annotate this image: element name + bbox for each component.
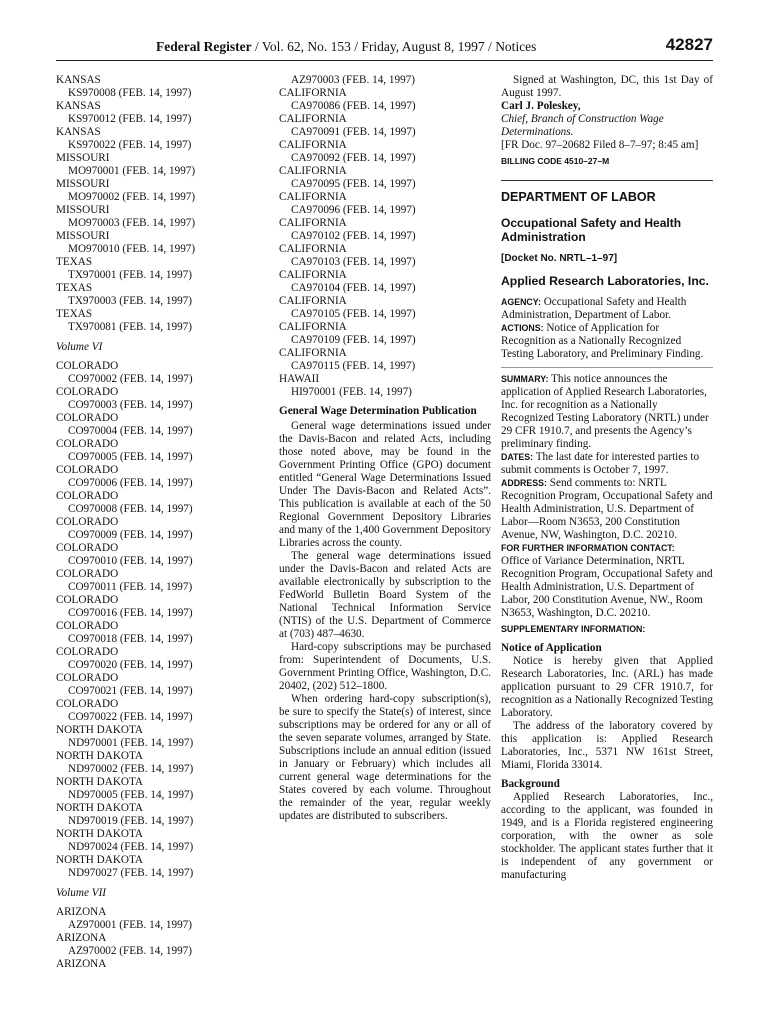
supplementary-label: SUPPLEMENTARY INFORMATION: <box>501 624 646 634</box>
decision-code: CO970020 (FEB. 14, 1997) <box>68 659 193 671</box>
decision-code: HI970001 (FEB. 14, 1997) <box>291 386 412 398</box>
decision-code: ND970019 (FEB. 14, 1997) <box>68 815 194 827</box>
decision-code: CO970011 (FEB. 14, 1997) <box>68 581 193 593</box>
decision-code: CO970022 (FEB. 14, 1997) <box>68 711 193 723</box>
state-name: NORTH DAKOTA <box>56 854 143 866</box>
decision-code: TX970081 (FEB. 14, 1997) <box>68 321 192 333</box>
state-name: TEXAS <box>56 282 93 294</box>
header-citation <box>156 39 536 55</box>
paragraph: Notice is hereby given that Applied Research Laboratories, Inc. (ARL) has made application pursuant to 29 CFR 1910.7, for recognition as a Nationally Recognized Testing Laboratory. <box>501 655 713 719</box>
state-name: COLORADO <box>56 412 119 424</box>
decision-code: MO970002 (FEB. 14, 1997) <box>68 191 196 203</box>
decision-code: KS970008 (FEB. 14, 1997) <box>68 87 192 99</box>
decision-code: ND970001 (FEB. 14, 1997) <box>68 737 194 749</box>
dates-field <box>501 451 713 477</box>
decision-code: CA970103 (FEB. 14, 1997) <box>291 256 416 268</box>
paragraph: When ordering hard-copy subscription(s), be sure to specify the State(s) of interest, since subscriptions may be ordered for any or all of the seven separate volumes, arranged by State. Subscriptions include an annual edition (issued in January or February) which includes all current general wage determinations for the States covered by each volume. Throughout the remainder of the year, regular weekly updates are distributed to subscribers. <box>279 693 491 822</box>
summary-text: This notice announces the application of Applied Research Laboratories, Inc. for recognition as a Nationally Recognized Testing Laboratory (NRTL) under 29 CFR 1910.7, and presents the Agency’s preliminary finding. <box>501 373 709 450</box>
wage-list-d <box>279 87 491 399</box>
header-separator: / <box>488 39 492 54</box>
decision-code: MO970001 (FEB. 14, 1997) <box>68 165 196 177</box>
decision-code: CA970104 (FEB. 14, 1997) <box>291 282 416 294</box>
wage-list-c <box>56 906 268 958</box>
publication-name: Federal Register <box>156 39 252 54</box>
state-name: HAWAII <box>279 373 320 385</box>
further-info-text: Office of Variance Determination, NRTL Recognition Program, Occupational Safety and Health Administration, U.S. Department of Labor, 200 Constitution Avenue, NW., Room N3653, Washington, D.C. 20210. <box>501 555 713 619</box>
publication-paragraphs <box>279 420 491 823</box>
header-separator: / <box>254 39 259 54</box>
state-name: MISSOURI <box>56 204 110 216</box>
decision-code: AZ970003 (FEB. 14, 1997) <box>291 74 415 86</box>
column-2 <box>279 74 491 823</box>
volume-heading-vii: Volume VII <box>56 887 107 899</box>
wage-list-b <box>56 360 268 880</box>
decision-code: TX970003 (FEB. 14, 1997) <box>68 295 192 307</box>
further-info-label: FOR FURTHER INFORMATION CONTACT: <box>501 543 675 553</box>
state-name: NORTH DAKOTA <box>56 828 143 840</box>
decision-code: CA970096 (FEB. 14, 1997) <box>291 204 416 216</box>
column-1 <box>56 74 268 971</box>
state-name: CALIFORNIA <box>279 87 347 99</box>
signed-statement: Signed at Washington, DC, this 1st Day of August 1997. <box>501 74 713 99</box>
wage-list-a <box>56 74 268 334</box>
state-name: COLORADO <box>56 594 119 606</box>
state-name: CALIFORNIA <box>279 347 347 359</box>
state-name: KANSAS <box>56 126 101 138</box>
state-name: COLORADO <box>56 386 119 398</box>
decision-code: CO970010 (FEB. 14, 1997) <box>68 555 193 567</box>
decision-code: CA970092 (FEB. 14, 1997) <box>291 152 416 164</box>
state-name: MISSOURI <box>56 178 110 190</box>
address-label: ADDRESS: <box>501 478 547 488</box>
volume-heading-vi: Volume VI <box>56 341 103 353</box>
decision-code: MO970003 (FEB. 14, 1997) <box>68 217 196 229</box>
state-name: TEXAS <box>56 308 93 320</box>
state-name: COLORADO <box>56 438 119 450</box>
state-name: COLORADO <box>56 360 119 372</box>
decision-code: TX970001 (FEB. 14, 1997) <box>68 269 192 281</box>
signer-title: Chief, Branch of Construction Wage Determinations. <box>501 113 664 138</box>
section-heading: General Wage Determination Publication <box>279 405 477 417</box>
header-separator: / <box>354 39 359 54</box>
summary-field <box>501 373 713 451</box>
agency-field <box>501 296 713 322</box>
decision-code: MO970010 (FEB. 14, 1997) <box>68 243 196 255</box>
state-name: KANSAS <box>56 100 101 112</box>
dates-text: The last date for interested parties to submit comments is October 7, 1997. <box>501 451 700 476</box>
decision-code: CO970006 (FEB. 14, 1997) <box>68 477 193 489</box>
background-paragraph: Applied Research Laboratories, Inc., according to the applicant, was founded in 1949, and is a Florida registered engineering corporation, with the owner as sole stockholder. The applicant states further that it is independent of any government or manufacturing <box>501 791 713 881</box>
state-name: COLORADO <box>56 620 119 632</box>
decision-code: ND970002 (FEB. 14, 1997) <box>68 763 194 775</box>
actions-text: Notice of Application for Recognition as a Nationally Recognized Testing Laboratory, and Preliminary Finding. <box>501 322 704 360</box>
state-name: ARIZONA <box>56 958 107 970</box>
dates-label: DATES: <box>501 452 534 462</box>
state-name: CALIFORNIA <box>279 165 347 177</box>
decision-code: ND970027 (FEB. 14, 1997) <box>68 867 194 879</box>
decision-code: AZ970002 (FEB. 14, 1997) <box>68 945 192 957</box>
divider <box>501 367 713 368</box>
page-number: 42827 <box>665 35 713 54</box>
decision-code: KS970022 (FEB. 14, 1997) <box>68 139 192 151</box>
signer-name: Carl J. Poleskey, <box>501 100 581 112</box>
state-name: CALIFORNIA <box>279 217 347 229</box>
state-name: COLORADO <box>56 568 119 580</box>
state-name: CALIFORNIA <box>279 191 347 203</box>
notice-heading: Notice of Application <box>501 642 602 654</box>
decision-code: CO970021 (FEB. 14, 1997) <box>68 685 193 697</box>
actions-label: ACTIONS: <box>501 323 544 333</box>
state-name: MISSOURI <box>56 230 110 242</box>
decision-code: ND970005 (FEB. 14, 1997) <box>68 789 194 801</box>
decision-code: CO970004 (FEB. 14, 1997) <box>68 425 193 437</box>
state-name: CALIFORNIA <box>279 321 347 333</box>
paragraph: Hard-copy subscriptions may be purchased from: Superintendent of Documents, U.S. Government Printing Office, Washington, D.C. 20402, (202) 512–1800. <box>279 641 491 692</box>
billing-code: BILLING CODE 4510–27–M <box>501 156 610 166</box>
section-name: Notices <box>495 39 537 54</box>
decision-code: ND970024 (FEB. 14, 1997) <box>68 841 194 853</box>
state-name: COLORADO <box>56 490 119 502</box>
state-name: TEXAS <box>56 256 93 268</box>
state-name: NORTH DAKOTA <box>56 724 143 736</box>
docket-number: [Docket No. NRTL–1–97] <box>501 253 618 264</box>
state-name: COLORADO <box>56 672 119 684</box>
decision-code: CO970018 (FEB. 14, 1997) <box>68 633 193 645</box>
state-name: ARIZONA <box>56 906 107 918</box>
state-name: CALIFORNIA <box>279 243 347 255</box>
address-field <box>501 477 713 542</box>
decision-code: CO970003 (FEB. 14, 1997) <box>68 399 193 411</box>
state-name: ARIZONA <box>56 932 107 944</box>
state-name: MISSOURI <box>56 152 110 164</box>
paragraph: The address of the laboratory covered by this application is: Applied Research Laboratories, Inc., 5371 NW 161st Street, Miami, Florida 33014. <box>501 720 713 771</box>
state-name: NORTH DAKOTA <box>56 776 143 788</box>
decision-code: CO970008 (FEB. 14, 1997) <box>68 503 193 515</box>
decision-code: KS970012 (FEB. 14, 1997) <box>68 113 192 125</box>
issue-date: Friday, August 8, 1997 <box>361 39 485 54</box>
state-name: CALIFORNIA <box>279 269 347 281</box>
column-3 <box>501 74 713 882</box>
state-name: CALIFORNIA <box>279 295 347 307</box>
decision-code: CA970091 (FEB. 14, 1997) <box>291 126 416 138</box>
fr-doc-line: [FR Doc. 97–20682 Filed 8–7–97; 8:45 am] <box>501 139 699 151</box>
decision-code: CA970102 (FEB. 14, 1997) <box>291 230 416 242</box>
decision-code: CO970009 (FEB. 14, 1997) <box>68 529 193 541</box>
state-name: CALIFORNIA <box>279 139 347 151</box>
decision-code: CO970016 (FEB. 14, 1997) <box>68 607 193 619</box>
decision-code: CA970105 (FEB. 14, 1997) <box>291 308 416 320</box>
state-name: COLORADO <box>56 542 119 554</box>
state-name: COLORADO <box>56 646 119 658</box>
summary-label: SUMMARY: <box>501 374 549 384</box>
decision-code: AZ970001 (FEB. 14, 1997) <box>68 919 192 931</box>
actions-field <box>501 322 713 361</box>
decision-code: CA970115 (FEB. 14, 1997) <box>291 360 416 372</box>
agency-label: AGENCY: <box>501 297 541 307</box>
decision-code: CA970109 (FEB. 14, 1997) <box>291 334 416 346</box>
state-name: COLORADO <box>56 464 119 476</box>
paragraph: General wage determinations issued under the Davis-Bacon and related Acts, including those noted above, may be found in the Government Printing Office (GPO) document entitled “General Wage Determinations Issued Under The Davis-Bacon and Related Acts”. This publication is available at each of the 50 Regional Government Depository Libraries and many of the 1,400 Government Depository Libraries across the county. <box>279 420 491 549</box>
decision-code: CA970086 (FEB. 14, 1997) <box>291 100 416 112</box>
page-header <box>56 35 713 61</box>
department-heading: DEPARTMENT OF LABOR <box>501 190 656 204</box>
state-name: CALIFORNIA <box>279 113 347 125</box>
agency-text: Occupational Safety and Health Administration, Department of Labor. <box>501 296 687 321</box>
state-name: KANSAS <box>56 74 101 86</box>
state-name: NORTH DAKOTA <box>56 750 143 762</box>
divider <box>501 180 713 181</box>
background-heading: Background <box>501 778 560 790</box>
state-name: COLORADO <box>56 698 119 710</box>
state-name: COLORADO <box>56 516 119 528</box>
address-text: Send comments to: NRTL Recognition Program, Occupational Safety and Health Administration, U.S. Department of Labor—Room N3653, 200 Constitution Avenue, NW, Washington, D.C. 20210. <box>501 477 713 541</box>
company-heading: Applied Research Laboratories, Inc. <box>501 274 709 288</box>
decision-code: CO970002 (FEB. 14, 1997) <box>68 373 193 385</box>
state-name: NORTH DAKOTA <box>56 802 143 814</box>
paragraph: The general wage determinations issued under the Davis-Bacon and related Acts are available electronically by subscription to the FedWorld Bulletin Board System of the National Technical Information Service (NTIS) of the U.S. Department of Commerce at (703) 487–4630. <box>279 550 491 640</box>
decision-code: CO970005 (FEB. 14, 1997) <box>68 451 193 463</box>
decision-code: CA970095 (FEB. 14, 1997) <box>291 178 416 190</box>
agency-heading: Occupational Safety and Health Administration <box>501 216 682 244</box>
volume-number: Vol. 62, No. 153 <box>261 39 351 54</box>
notice-paragraphs <box>501 655 713 772</box>
